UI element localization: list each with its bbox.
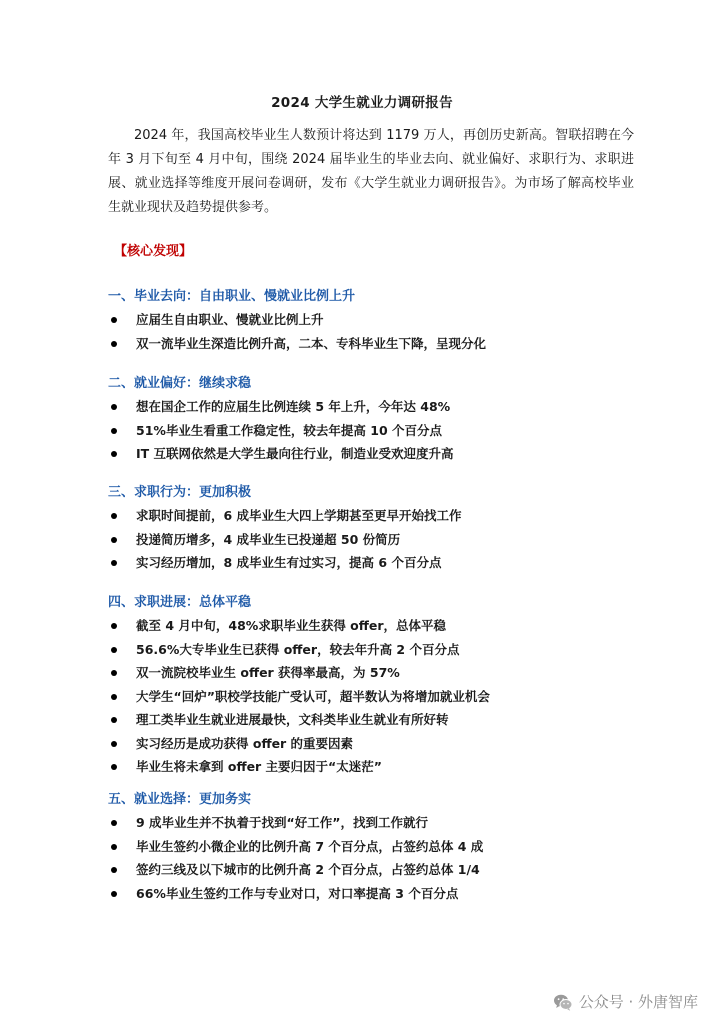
list-item: 签约三线及以下城市的比例升高 2 个百分点，占签约总体 1/4 xyxy=(108,858,648,882)
core-findings-heading: 【核心发现】 xyxy=(114,244,193,259)
section-heading: 一、毕业去向：自由职业、慢就业比例上升 xyxy=(108,289,356,304)
bullet-icon xyxy=(111,867,117,873)
bullet-icon xyxy=(111,764,117,770)
bullet-icon xyxy=(111,428,117,434)
bullet-icon xyxy=(111,341,117,347)
section-behavior xyxy=(108,482,648,575)
bullet-icon xyxy=(111,717,117,723)
list-item: IT 互联网依然是大学生最向往行业，制造业受欢迎度升高 xyxy=(108,442,648,466)
bullet-icon xyxy=(111,623,117,629)
list-item: 应届生自由职业、慢就业比例上升 xyxy=(108,308,648,332)
list-item: 双一流毕业生深造比例升高，二本、专科毕业生下降，呈现分化 xyxy=(108,332,648,356)
bullet-icon xyxy=(111,670,117,676)
list-item: 毕业生将未拿到 offer 主要归因于“太迷茫” xyxy=(108,755,648,779)
report-title: 2024 大学生就业力调研报告 xyxy=(271,95,453,111)
list-item: 9 成毕业生并不执着于找到“好工作”，找到工作就行 xyxy=(108,811,648,835)
list-item: 实习经历是成功获得 offer 的重要因素 xyxy=(108,732,648,756)
list-item: 56.6%大专毕业生已获得 offer，较去年升高 2 个百分点 xyxy=(108,638,648,662)
list-item: 大学生“回炉”职校学技能广受认可，超半数认为将增加就业机会 xyxy=(108,685,648,709)
bullet-icon xyxy=(111,451,117,457)
bullet-icon xyxy=(111,317,117,323)
bullet-icon xyxy=(111,560,117,566)
list-item: 66%毕业生签约工作与专业对口，对口率提高 3 个百分点 xyxy=(108,882,648,906)
section-choice xyxy=(108,789,648,905)
bullet-icon xyxy=(111,537,117,543)
wechat-icon xyxy=(553,992,573,1012)
list-item: 实习经历增加，8 成毕业生有过实习，提高 6 个百分点 xyxy=(108,551,648,575)
section-heading: 四、求职进展：总体平稳 xyxy=(108,595,252,610)
list-item: 双一流院校毕业生 offer 获得率最高，为 57% xyxy=(108,661,648,685)
list-item: 51%毕业生看重工作稳定性，较去年提高 10 个百分点 xyxy=(108,419,648,443)
section-heading: 三、求职行为：更加积极 xyxy=(108,485,252,500)
list-item: 理工类毕业生就业进展最快，文科类毕业生就业有所好转 xyxy=(108,708,648,732)
bullet-icon xyxy=(111,844,117,850)
section-progress xyxy=(108,592,648,779)
bullet-icon xyxy=(111,694,117,700)
bullet-icon xyxy=(111,891,117,897)
section-heading: 五、就业选择：更加务实 xyxy=(108,792,252,807)
bullet-icon xyxy=(111,820,117,826)
list-item: 截至 4 月中旬，48%求职毕业生获得 offer，总体平稳 xyxy=(108,614,648,638)
bullet-icon xyxy=(111,741,117,747)
section-destination xyxy=(108,286,648,355)
list-item: 求职时间提前，6 成毕业生大四上学期甚至更早开始找工作 xyxy=(108,504,648,528)
bullet-icon xyxy=(111,647,117,653)
intro-paragraph: 2024 年，我国高校毕业生人数预计将达到 1179 万人，再创历史新高。智联招聘在今年 3 月下旬至 4 月中旬，围绕 2024 届毕业生的毕业去向、就业偏好、求职行为、求职进展、就业选择等维度开展问卷调研，发布《大学生就业力调研报告》。为市场了解高校毕业生就业现状及趋势提供参考。 xyxy=(108,128,634,215)
list-item: 投递简历增多，4 成毕业生已投递超 50 份简历 xyxy=(108,528,648,552)
section-heading: 二、就业偏好：继续求稳 xyxy=(108,376,252,391)
list-item: 想在国企工作的应届生比例连续 5 年上升，今年达 48% xyxy=(108,395,648,419)
bullet-icon xyxy=(111,404,117,410)
watermark-text: 公众号 · 外唐智库 xyxy=(578,993,698,1011)
bullet-icon xyxy=(111,513,117,519)
section-preference xyxy=(108,373,648,466)
watermark xyxy=(553,991,698,1012)
list-item: 毕业生签约小微企业的比例升高 7 个百分点，占签约总体 4 成 xyxy=(108,835,648,859)
